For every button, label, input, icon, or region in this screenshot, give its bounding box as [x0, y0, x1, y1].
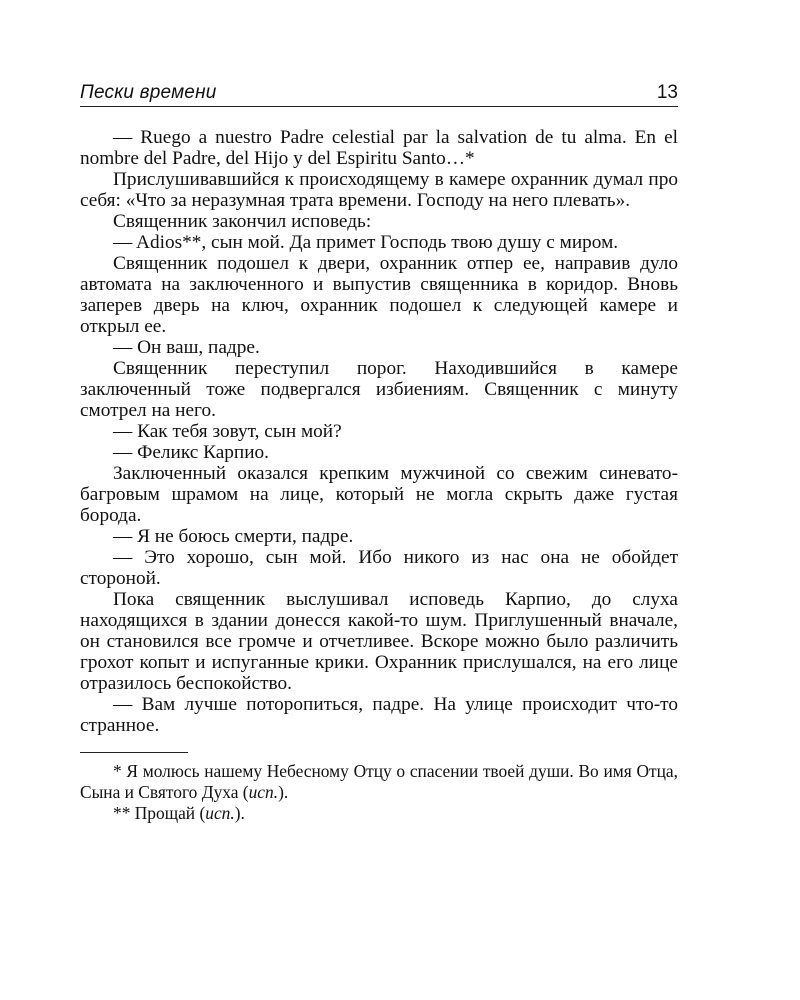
footnote-tail: ). — [234, 803, 245, 823]
footnote-text: Я молюсь нашему Небесному Отцу о спасении твоей души. Во имя Отца, Сына и Святого Духа ( — [80, 761, 678, 802]
footnote-marker: * — [113, 761, 122, 781]
paragraph: Пока священник выслушивал исповедь Карпио, до слуха находящихся в здании донесся какой-то шум. Приглушенный вначале, он становился все громче и отчетливее. Вскоре можно было различить грохот копыт и испуганные крики. Охранник прислушался, на его лице отразилось беспокойство. — [80, 589, 678, 694]
paragraph: — Он ваш, падре. — [113, 337, 260, 358]
paragraph: Прислушивавшийся к происходящему в камере охранник думал про себя: «Что за неразумная трата времени. Господу на него плевать». — [80, 169, 678, 211]
footnote — [80, 761, 678, 803]
footnote — [80, 803, 678, 824]
paragraph: — Adios**, сын мой. Да примет Господь твою душу с миром. — [113, 232, 619, 253]
book-page — [80, 78, 678, 824]
footnote-tail: ). — [278, 782, 289, 802]
page-number: 13 — [656, 82, 678, 103]
paragraph: — Это хорошо, сын мой. Ибо никого из нас она не обойдет стороной. — [80, 547, 678, 589]
paragraph: — Феликс Карпио. — [113, 442, 270, 463]
paragraph: Священник подошел к двери, охранник отпер ее, направив дуло автомата на заключенного и выпустив священника в коридор. Вновь заперев дверь на ключ, охранник подошел к следующей камере и открыл ее. — [80, 253, 678, 337]
running-header — [80, 78, 678, 107]
paragraph: Священник закончил исповедь: — [113, 211, 372, 232]
paragraph: — Как тебя зовут, сын мой? — [113, 421, 342, 442]
paragraph: Священник переступил порог. Находившийся в камере заключенный тоже подвергался избиениям. Священник с минуту смотрел на него. — [80, 358, 678, 421]
paragraph: Заключенный оказался крепким мужчиной со свежим синевато-багровым шрамом на лице, который не могла скрыть даже густая борода. — [80, 463, 678, 526]
footnote-abbr: исп. — [248, 782, 279, 802]
page-body — [80, 127, 678, 736]
footnote-divider — [80, 752, 188, 753]
paragraph: — Я не боюсь смерти, падре. — [113, 526, 354, 547]
paragraph: — Вам лучше поторопиться, падре. На улице происходит что-то странное. — [80, 694, 678, 736]
footnotes — [80, 761, 678, 824]
footnote-abbr: исп. — [205, 803, 235, 823]
footnote-text: Прощай ( — [134, 803, 206, 823]
paragraph: — Ruego a nuestro Padre celestial par la salvation de tu alma. En el nombre del Padre, del Hijo y del Espiritu Santo…* — [80, 127, 678, 169]
running-title: Пески времени — [80, 82, 217, 103]
footnote-marker: ** — [113, 803, 131, 823]
